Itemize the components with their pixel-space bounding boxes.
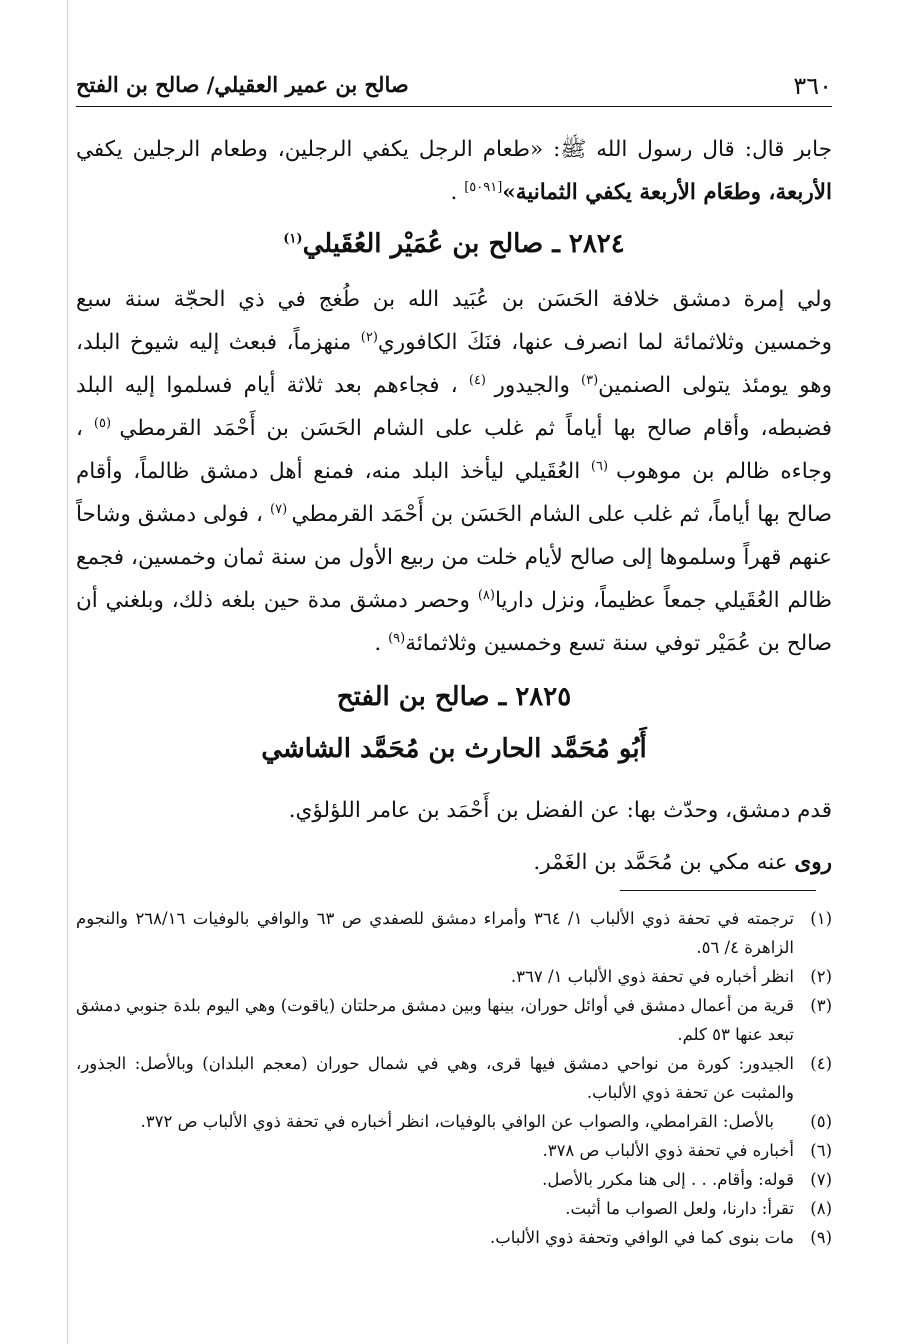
intro-paragraph: جابر قال: قال رسول الله ﷺ: «طعام الرجل يكفي الرجلين، وطعام الرجلين يكفي الأربعة، وطعَام الأربعة يكفي الثمانية»[٥٠٩١] .	[76, 137, 832, 205]
footnote-text: تقرأ: دارنا، ولعل الصواب ما أثبت.	[565, 1199, 794, 1218]
footnote-ref-1: (١)	[283, 231, 303, 247]
footnote-7	[76, 1165, 832, 1194]
footnote-number: (٢)	[810, 967, 832, 986]
text-run-3: والجيدور	[494, 373, 582, 398]
footnote-text: أخباره في تحفة ذوي الألباب ص ٣٧٨.	[542, 1141, 794, 1160]
rawa-word: روى	[794, 850, 832, 875]
footnote-number: (٦)	[810, 1141, 832, 1160]
page-header	[76, 66, 832, 107]
footnote-number: (٨)	[810, 1199, 832, 1218]
section-heading-2825-subtitle: أَبُو مُحَمَّد الحارث بن مُحَمَّد الشاشي	[261, 734, 647, 764]
footnote-number: (٩)	[810, 1228, 832, 1247]
text-run-4: ، فجاءهم بعد ثلاثة أيام فسلموا إليه البلد فضبطه، وأقام صالح بها أياماً ثم غلب على الشام الحَسَن بن أَحْمَد القرمطي	[76, 373, 832, 441]
heading-2824-text: ٢٨٢٤ ـ صالح بن عُمَيْر العُقَيلي	[302, 229, 625, 259]
footnote-1	[76, 904, 832, 962]
text-run-8: وحصر دمشق مدة حين بلغه ذلك، وبلغني أن صالح بن عُمَيْر توفي سنة تسع وخمسين وثلاثمائة	[76, 588, 832, 656]
section-heading-2825: ٢٨٢٥ ـ صالح بن الفتح	[336, 682, 572, 712]
footnote-text: قرية من أعمال دمشق في أوائل حوران، بينها وبين دمشق مرحلتان (ياقوت) وهي اليوم بلدة جنوبي دمشق تبعد عنها ٥٣ كلم.	[76, 996, 794, 1044]
section-2825-line-2	[76, 837, 832, 889]
footnote-ref-6: (٦)	[590, 458, 617, 474]
footnote-separator	[620, 890, 816, 891]
text-run-2: منهزماً، فبعث إليه شيوخ البلد، وهو يومئذ يتولى الصنمين	[76, 330, 832, 398]
footnote-text: الجيدور: كورة من نواحي دمشق فيها قرى، وهي في شمال حوران (معجم البلدان) وبالأصل: الجذور، والمثبت عن تحفة ذوي الألباب.	[76, 1054, 794, 1102]
footnote-ref-3: (٣)	[581, 372, 599, 388]
section-2825-line-2-rest: عنه مكي بن مُحَمَّد بن الغَمْر.	[533, 850, 795, 875]
footnote-text: بالأصل: القرامطي، والصواب عن الوافي بالوفيات، انظر أخباره في تحفة ذوي الألباب ص ٣٧٢.	[140, 1112, 774, 1131]
text-run-6: العُقَيلي ليأخذ البلد منه، فمنع أهل دمشق ظالماً، وأقام صالح بها أياماً، ثم غلب على الشام الحَسَن بن أَحْمَد القرمطي	[76, 459, 832, 527]
footnote-ref-4: (٤)	[468, 372, 495, 388]
section-2825-line-1: قدم دمشق، وحدّث بها: عن الفضل بن أَحْمَد بن عامر اللؤلؤي.	[288, 798, 832, 823]
footnote-9	[76, 1223, 832, 1252]
footnote-text: ترجمته في تحفة ذوي الألباب ١/ ٣٦٤ وأمراء دمشق للصفدي ص ٦٣ والوافي بالوفيات ٢٦٨/١٦ والنجوم الزاهرة ٤/ ٥٦.	[76, 909, 794, 957]
section-heading-2824	[76, 218, 832, 270]
text-run-1: ولي إمرة دمشق خلافة الحَسَن بن عُبَيد الله بن طُغج في ذي الحجّة سنة سبع وخمسين وثلاثمائة لما انصرف عنها، فنَكَ الكافوري	[76, 287, 832, 355]
footnote-text: انظر أخباره في تحفة ذوي الألباب ١/ ٣٦٧.	[510, 967, 794, 986]
intro-line-2: الأربعة، وطعَام الأربعة يكفي الثمانية»	[502, 180, 832, 205]
text-run-9: .	[374, 631, 389, 656]
intro-ref: [٥٠٩١]	[464, 179, 503, 195]
text-run-7: ، فولى دمشق وشاحاً عنهم قهراً وسلموها إلى صالح لأيام خلت من ربيع الأول من سنة ثمان وخمسين، فجمع ظالم العُقَيلي جمعاً عظيماً، ونزل داريا	[76, 502, 833, 613]
binding-line	[67, 0, 68, 1344]
footnote-text: قوله: وأقام. . . إلى هنا مكرر بالأصل.	[542, 1170, 794, 1189]
footnote-ref-5: (٥)	[93, 415, 120, 431]
text-run-5: ، وجاءه ظالم بن موهوب	[76, 416, 832, 484]
footnote-5	[76, 1107, 832, 1136]
main-text	[76, 128, 832, 889]
footnote-text: مات بنوى كما في الوافي وتحفة ذوي الألباب.	[490, 1228, 794, 1247]
footnote-number: (١)	[810, 909, 832, 928]
footnote-8	[76, 1194, 832, 1223]
page-number: ٣٦٠	[793, 72, 832, 100]
footnote-number: (٤)	[810, 1054, 832, 1073]
footnote-4	[76, 1049, 832, 1107]
footnote-ref-7: (٧)	[270, 501, 292, 517]
footnotes	[76, 904, 832, 1252]
footnote-ref-9: (٩)	[388, 630, 406, 646]
footnote-3	[76, 991, 832, 1049]
footnote-ref-2: (٢)	[360, 329, 378, 345]
footnote-number: (٧)	[810, 1170, 832, 1189]
footnote-number: (٥)	[810, 1112, 832, 1131]
intro-line-1: جابر قال: قال رسول الله ﷺ: «طعام الرجل يكفي الرجلين، وطعام الرجلين يكفي	[76, 137, 832, 162]
footnote-2	[76, 962, 832, 991]
footnote-number: (٣)	[810, 996, 832, 1015]
footnote-6	[76, 1136, 832, 1165]
footnote-ref-8: (٨)	[477, 587, 495, 603]
running-title: صالح بن عمير العقيلي/ صالح بن الفتح	[76, 72, 409, 97]
section-2824-paragraph	[76, 278, 832, 665]
